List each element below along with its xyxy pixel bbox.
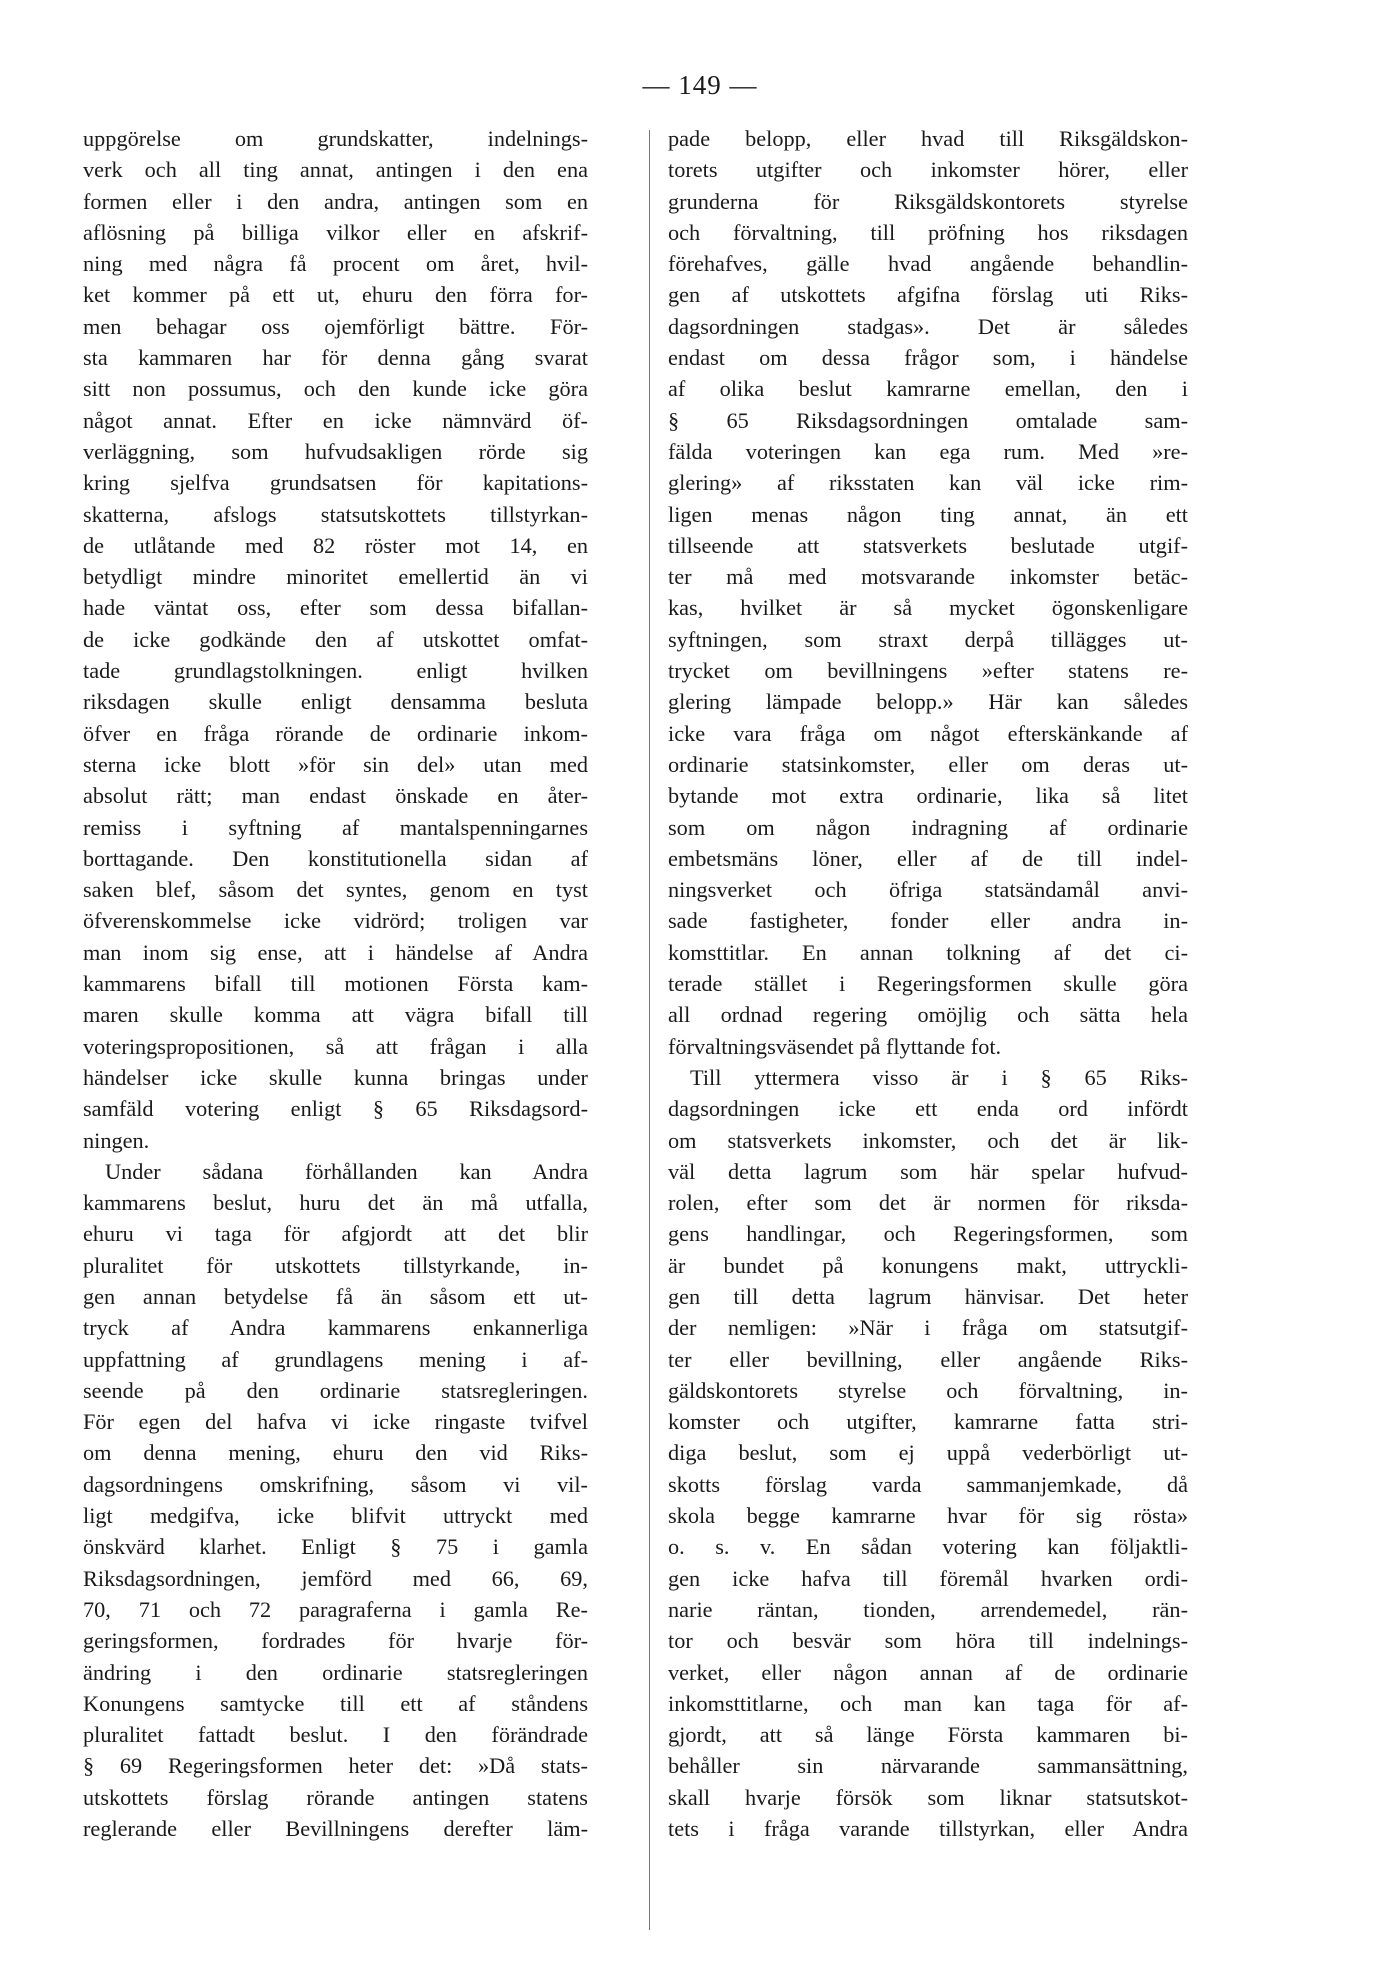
text-line: komster och utgifter, kamrarne fatta stri- [668, 1409, 1188, 1435]
text-line: Konungens samtycke till ett af ståndens [83, 1690, 588, 1716]
text-line: och förvaltning, till pröfning hos riksdagen [668, 219, 1188, 245]
text-line: öfverenskommelse icke vidrörd; troligen var [83, 908, 588, 934]
text-line: väl detta lagrum som här spelar hufvud- [668, 1158, 1188, 1184]
text-line: der nemligen: »När i fråga om statsutgif- [668, 1315, 1188, 1341]
text-line: hade väntat oss, efter som dessa bifallan- [83, 595, 588, 621]
text-line: skall hvarje försök som liknar statsutskot- [668, 1784, 1188, 1810]
text-line: är bundet på konungens makt, uttryckli- [668, 1252, 1188, 1278]
page-number: — 149 — [642, 70, 758, 100]
text-line: gen af utskottets afgifna förslag uti Riks- [668, 282, 1188, 308]
text-line: öfver en fråga rörande de ordinarie inkom- [83, 720, 588, 746]
text-line: dagsordningen stadgas». Det är således [668, 313, 1188, 339]
text-line: reglerande eller Bevillningens derefter läm- [83, 1816, 588, 1842]
text-line: tryck af Andra kammarens enkannerliga [83, 1315, 588, 1341]
text-line: seende på den ordinarie statsregleringen. [83, 1377, 588, 1403]
text-line: önskvärd klarhet. Enligt § 75 i gamla [83, 1534, 588, 1560]
text-line: kammarens beslut, huru det än må utfalla, [83, 1190, 588, 1216]
text-line: gjordt, att så länge Första kammaren bi- [668, 1722, 1188, 1748]
text-line: torets utgifter och inkomster hörer, eller [668, 157, 1188, 183]
text-line: samfäld votering enligt § 65 Riksdagsord- [83, 1096, 588, 1122]
text-line: de utlåtande med 82 röster mot 14, en [83, 532, 588, 558]
text-line: o. s. v. En sådan votering kan följaktli- [668, 1534, 1188, 1560]
text-line: embetsmäns löner, eller af de till indel- [668, 845, 1188, 871]
text-line: ning med några få procent om året, hvil- [83, 251, 588, 277]
text-line: af olika beslut kamrarne emellan, den i [668, 376, 1188, 402]
text-line: skola begge kamrarne hvar för sig rösta» [668, 1503, 1188, 1529]
text-line: om denna mening, ehuru den vid Riks- [83, 1440, 588, 1466]
text-line: man inom sig ense, att i händelse af Andra [83, 939, 588, 965]
text-line: Riksdagsordningen, jemförd med 66, 69, [83, 1565, 588, 1591]
text-line: glering» af riksstaten kan väl icke rim- [668, 470, 1188, 496]
text-line: § 69 Regeringsformen heter det: »Då stats- [83, 1753, 588, 1779]
text-line: syftningen, som straxt derpå tillägges ut- [668, 626, 1188, 652]
text-line: bytande mot extra ordinarie, lika så litet [668, 783, 1188, 809]
text-line: pluralitet fattadt beslut. I den förändrade [83, 1722, 588, 1748]
text-line: riksdagen skulle enligt densamma besluta [83, 689, 588, 715]
text-line: endast om dessa frågor som, i händelse [668, 345, 1188, 371]
text-line: men behagar oss ojemförligt bättre. För- [83, 313, 588, 339]
text-line: ändring i den ordinarie statsregleringen [83, 1659, 588, 1685]
text-line: Till yttermera visso är i § 65 Riks- [690, 1064, 1188, 1090]
left-column [83, 123, 588, 1844]
column-divider [649, 130, 650, 1930]
text-line: kring sjelfva grundsatsen för kapitations- [83, 470, 588, 496]
text-line: gen icke hafva till föremål hvarken ordi- [668, 1565, 1188, 1591]
text-line: § 65 Riksdagsordningen omtalade sam- [668, 407, 1188, 433]
text-line: ligen menas någon ting annat, än ett [668, 501, 1188, 527]
text-line: terade stället i Regeringsformen skulle göra [668, 971, 1188, 997]
right-column [668, 123, 1188, 1844]
text-line: ter må med motsvarande inkomster betäc- [668, 564, 1188, 590]
text-line: icke vara fråga om något efterskänkande af [668, 720, 1188, 746]
text-line: gen annan betydelse få än såsom ett ut- [83, 1283, 588, 1309]
text-line: saken blef, såsom det syntes, genom en tyst [83, 877, 588, 903]
text-line: betydligt mindre minoritet emellertid än vi [83, 564, 588, 590]
text-line: komsttitlar. En annan tolkning af det ci- [668, 939, 1188, 965]
text-line: som om någon indragning af ordinarie [668, 814, 1188, 840]
text-line: dagsordningen icke ett enda ord infördt [668, 1096, 1188, 1122]
text-line: utskottets förslag rörande antingen statens [83, 1784, 588, 1810]
text-line: behåller sin närvarande sammansättning, [668, 1753, 1188, 1779]
text-line: diga beslut, som ej uppå vederbörligt ut- [668, 1440, 1188, 1466]
text-line: tor och besvär som höra till indelnings- [668, 1628, 1188, 1654]
text-line: aflösning på billiga vilkor eller en afskrif- [83, 219, 588, 245]
text-line: sta kammaren har för denna gång svarat [83, 345, 588, 371]
text-line: ordinarie statsinkomster, eller om deras ut- [668, 751, 1188, 777]
text-line: rolen, efter som det är normen för riksda- [668, 1190, 1188, 1216]
text-line: dagsordningens omskrifning, såsom vi vil- [83, 1471, 588, 1497]
text-line: skatterna, afslogs statsutskottets tillstyrkan- [83, 501, 588, 527]
text-line: remiss i syftning af mantalspenningarnes [83, 814, 588, 840]
text-line: voteringspropositionen, så att frågan i alla [83, 1033, 588, 1059]
text-line: pluralitet för utskottets tillstyrkande, in- [83, 1252, 588, 1278]
text-line: absolut rätt; man endast önskade en åter- [83, 783, 588, 809]
text-line: glering lämpade belopp.» Här kan således [668, 689, 1188, 715]
text-line: skotts förslag varda sammanjemkade, då [668, 1471, 1188, 1497]
text-line: förvaltningsväsendet på flyttande fot. [668, 1033, 1002, 1059]
text-line: ehuru vi taga för afgjordt att det blir [83, 1221, 588, 1247]
text-line: kammarens bifall till motionen Första kam- [83, 971, 588, 997]
text-line: grunderna för Riksgäldskontorets styrelse [668, 188, 1188, 214]
text-line: tillseende att statsverkets beslutade utgif- [668, 532, 1188, 558]
text-line: något annat. Efter en icke nämnvärd öf- [83, 407, 588, 433]
text-line: ter eller bevillning, eller angående Riks- [668, 1346, 1188, 1372]
text-line: gens handlingar, och Regeringsformen, som [668, 1221, 1188, 1247]
text-line: ningsverket och öfriga statsändamål anvi- [668, 877, 1188, 903]
text-line: tets i fråga varande tillstyrkan, eller Andra [668, 1816, 1188, 1842]
text-line: verläggning, som hufvudsakligen rörde sig [83, 438, 588, 464]
text-line: sade fastigheter, fonder eller andra in- [668, 908, 1188, 934]
text-line: ligt medgifva, icke blifvit uttryckt med [83, 1503, 588, 1529]
text-line: ket kommer på ett ut, ehuru den förra for- [83, 282, 588, 308]
text-line: maren skulle komma att vägra bifall till [83, 1002, 588, 1028]
text-line: om statsverkets inkomster, och det är lik- [668, 1127, 1188, 1153]
text-line: ningen. [83, 1127, 150, 1153]
text-line: förehafves, gälle hvad angående behandlin- [668, 251, 1188, 277]
text-line: gen till detta lagrum hänvisar. Det heter [668, 1283, 1188, 1309]
text-line: Under sådana förhållanden kan Andra [105, 1158, 588, 1184]
text-line: 70, 71 och 72 paragraferna i gamla Re- [83, 1596, 588, 1622]
text-line: fälda voteringen kan ega rum. Med »re- [668, 438, 1188, 464]
text-line: uppgörelse om grundskatter, indelnings- [83, 126, 588, 151]
text-line: sitt non possumus, och den kunde icke göra [83, 376, 588, 402]
text-line: formen eller i den andra, antingen som en [83, 188, 588, 214]
text-line: all ordnad regering omöjlig och sätta hela [668, 1002, 1188, 1028]
text-line: narie räntan, tionden, arrendemedel, rän- [668, 1596, 1188, 1622]
text-line: händelser icke skulle kunna bringas under [83, 1064, 588, 1090]
text-line: inkomsttitlarne, och man kan taga för af- [668, 1690, 1188, 1716]
text-line: verket, eller någon annan af de ordinarie [668, 1659, 1188, 1685]
text-line: trycket om bevillningens »efter statens re- [668, 658, 1188, 684]
text-line: kas, hvilket är så mycket ögonskenligare [668, 595, 1188, 621]
text-line: de icke godkände den af utskottet omfat- [83, 626, 588, 652]
text-line: gäldskontorets styrelse och förvaltning, in- [668, 1377, 1188, 1403]
text-line: sterna icke blott »för sin del» utan med [83, 751, 588, 777]
text-line: geringsformen, fordrades för hvarje för- [83, 1628, 588, 1654]
text-line: uppfattning af grundlagens mening i af- [83, 1346, 588, 1372]
text-line: tade grundlagstolkningen. enligt hvilken [83, 658, 588, 684]
text-line: borttagande. Den konstitutionella sidan af [83, 845, 588, 871]
text-line: verk och all ting annat, antingen i den ena [83, 157, 588, 183]
text-line: För egen del hafva vi icke ringaste tvifvel [83, 1409, 588, 1435]
text-line: pade belopp, eller hvad till Riksgäldskon- [668, 126, 1188, 151]
